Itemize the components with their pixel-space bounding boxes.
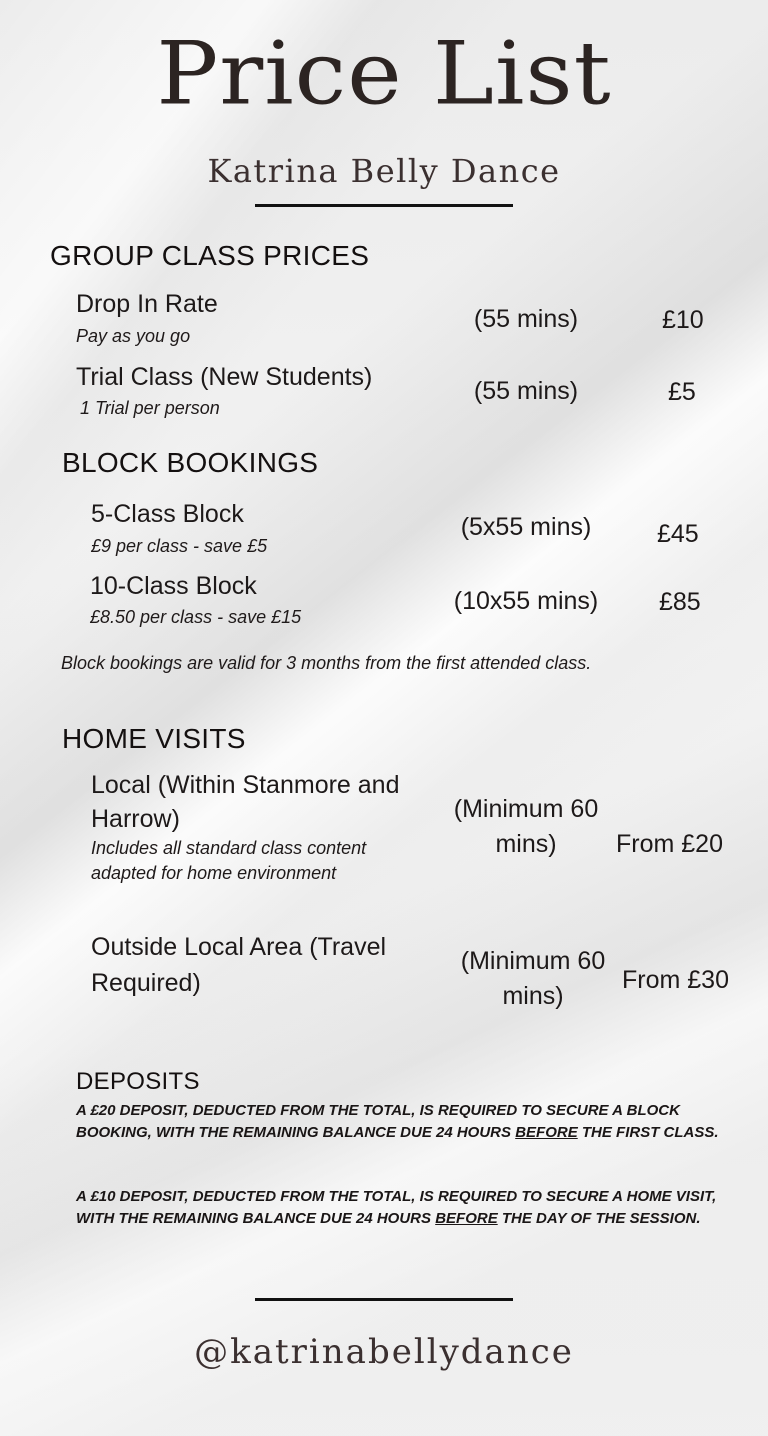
block-validity-note: Block bookings are valid for 3 months from the first attended class. bbox=[61, 653, 592, 673]
header-divider bbox=[255, 204, 513, 207]
trial-class-duration: (55 mins) bbox=[473, 377, 579, 405]
five-class-price: £45 bbox=[657, 520, 699, 548]
home-deposit-emphasis: BEFORE bbox=[435, 1209, 498, 1227]
deposits-heading: DEPOSITS bbox=[76, 1068, 200, 1095]
social-handle[interactable]: @katrinabellydance bbox=[194, 1332, 574, 1372]
five-class-duration: (5x55 mins) bbox=[460, 513, 592, 541]
block-deposit-emphasis: BEFORE bbox=[515, 1123, 578, 1141]
local-visit-note: Includes all standard class content adapted for home environment bbox=[91, 838, 367, 884]
trial-class-note: 1 Trial per person bbox=[80, 398, 220, 418]
five-class-name: 5-Class Block bbox=[91, 500, 244, 528]
page-subtitle: Katrina Belly Dance bbox=[207, 152, 561, 190]
trial-class-name: Trial Class (New Students) bbox=[76, 363, 373, 391]
ten-class-note: £8.50 per class - save £15 bbox=[90, 607, 302, 627]
block-bookings-heading: BLOCK BOOKINGS bbox=[62, 447, 319, 478]
page-title: Price List bbox=[156, 22, 612, 125]
home-deposit-text: A £10 DEPOSIT, DEDUCTED FROM THE TOTAL, IS REQUIRED TO SECURE A HOME VISIT, WITH THE REMAINING BALANCE DUE 24 HOURS BEFORE THE DAY OF THE SESSION. bbox=[76, 1188, 717, 1227]
outside-visit-duration: (Minimum 60 mins) bbox=[460, 947, 606, 1010]
drop-in-duration: (55 mins) bbox=[473, 305, 579, 333]
ten-class-price: £85 bbox=[659, 588, 701, 616]
drop-in-name: Drop In Rate bbox=[76, 290, 218, 318]
home-visits-heading: HOME VISITS bbox=[62, 723, 246, 754]
ten-class-name: 10-Class Block bbox=[90, 572, 257, 600]
block-deposit-text: A £20 DEPOSIT, DEDUCTED FROM THE TOTAL, IS REQUIRED TO SECURE A BLOCK BOOKING, WITH THE REMAINING BALANCE DUE 24 HOURS BEFORE THE FIRST CLASS. bbox=[76, 1102, 719, 1141]
outside-visit-price: From £30 bbox=[622, 966, 729, 994]
drop-in-note: Pay as you go bbox=[76, 326, 191, 346]
outside-visit-name: Outside Local Area (Travel Required) bbox=[91, 933, 387, 997]
local-visit-price: From £20 bbox=[616, 830, 723, 858]
footer-divider bbox=[255, 1298, 513, 1301]
five-class-note: £9 per class - save £5 bbox=[91, 536, 268, 556]
ten-class-duration: (10x55 mins) bbox=[453, 587, 599, 615]
drop-in-price: £10 bbox=[662, 306, 704, 334]
trial-class-price: £5 bbox=[668, 378, 696, 406]
group-class-heading: GROUP CLASS PRICES bbox=[50, 240, 370, 271]
local-visit-name: Local (Within Stanmore and Harrow) bbox=[91, 771, 400, 833]
local-visit-duration: (Minimum 60 mins) bbox=[453, 795, 599, 858]
